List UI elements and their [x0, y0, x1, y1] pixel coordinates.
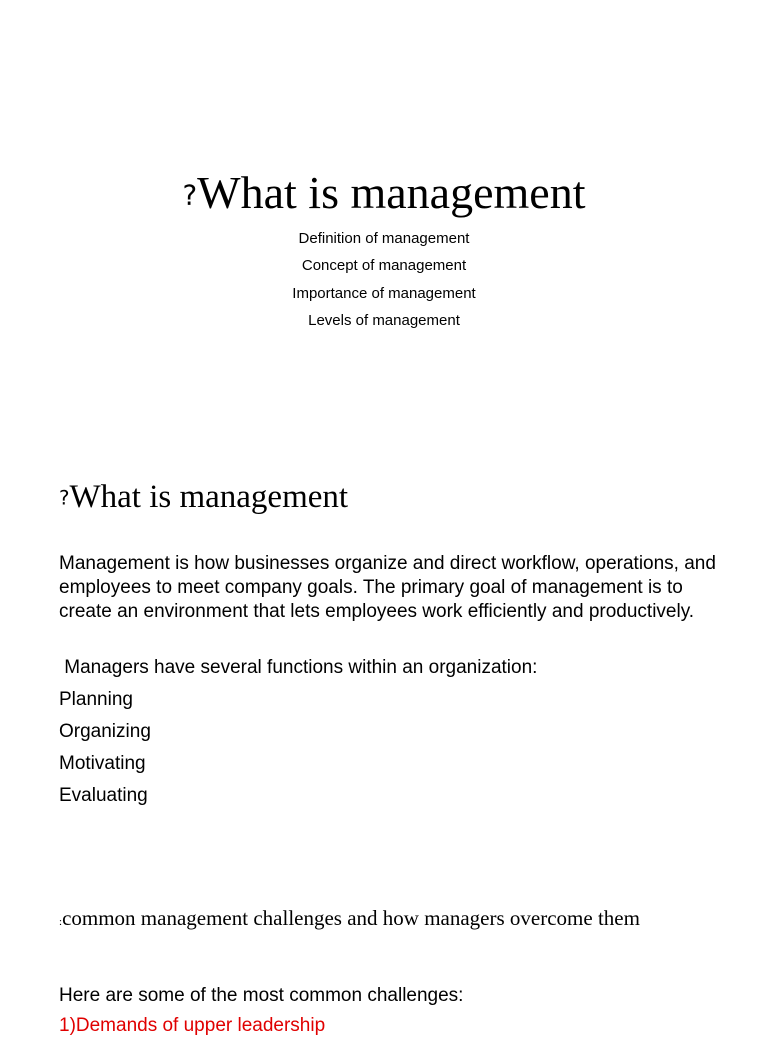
- function-item: Planning: [59, 689, 133, 710]
- section-title: [59, 477, 348, 519]
- topic-item: Concept of management: [301, 257, 467, 275]
- function-item: Motivating: [59, 753, 146, 774]
- function-item: Organizing: [59, 721, 151, 742]
- title-question-mark: ?: [182, 178, 198, 212]
- topics-list: [0, 227, 768, 336]
- function-item: Evaluating: [59, 785, 148, 806]
- challenges-heading-text: common management challenges and how managers overcome them: [62, 906, 640, 930]
- challenges-heading: [59, 904, 640, 936]
- functions-intro: Managers have several functions within an organization:: [59, 657, 538, 678]
- section-title-question-mark: ?: [59, 486, 70, 510]
- challenges-intro: Here are some of the most common challenges:: [59, 985, 464, 1006]
- main-title: [0, 166, 768, 223]
- functions-list: [59, 688, 151, 816]
- topic-item: Levels of management: [308, 311, 460, 329]
- topic-item: Definition of management: [298, 230, 470, 247]
- section-title-text: What is management: [69, 479, 349, 515]
- management-definition-paragraph: Management is how businesses organize and direct workflow, operations, and employees to meet company goals. The primary goal of management is to create an environment that lets employees work efficiently and productively.: [59, 553, 716, 622]
- challenges-heading-colon: :: [59, 916, 63, 928]
- topic-item: Importance of management: [292, 284, 476, 302]
- challenge-item: 1)Demands of upper leadership: [59, 1015, 326, 1036]
- main-title-text: What is management: [197, 167, 586, 218]
